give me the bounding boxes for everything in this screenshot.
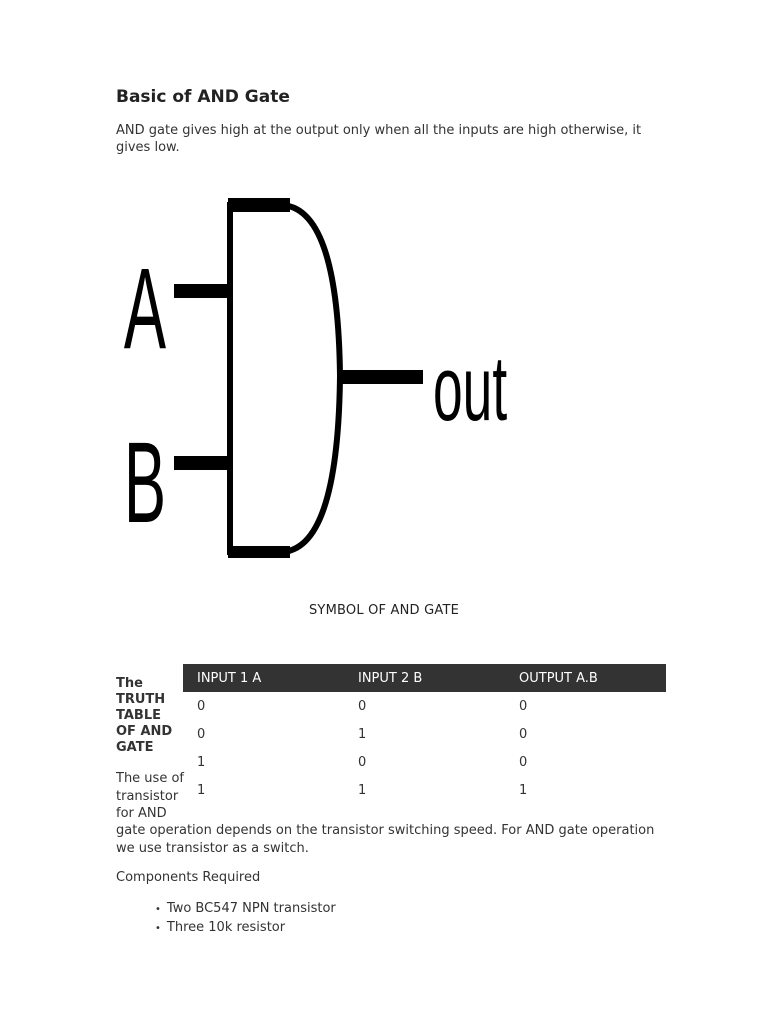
truth-table	[183, 664, 666, 804]
table-row	[183, 692, 666, 720]
input-b-label: B	[123, 417, 167, 547]
truth-table-header-row	[183, 664, 666, 692]
truth-table-label: The TRUTH TABLE OF AND GATE	[116, 676, 173, 755]
table-cell: 1	[358, 782, 367, 798]
components-heading: Components Required	[116, 870, 261, 885]
header-input-1: INPUT 1 A	[183, 664, 344, 692]
header-output: OUTPUT A.B	[505, 664, 666, 692]
intro-paragraph: AND gate gives high at the output only when all the inputs are high otherwise, it gives low.	[116, 123, 642, 155]
list-item	[155, 919, 336, 938]
table-row	[183, 776, 666, 804]
diagram-caption: SYMBOL OF AND GATE	[308, 603, 460, 618]
list-item-text: Two BC547 NPN transistor	[166, 901, 336, 916]
and-gate-body	[230, 205, 340, 552]
header-input-2: INPUT 2 B	[344, 664, 505, 692]
table-cell: 1	[519, 782, 528, 798]
table-cell: 1	[197, 782, 206, 798]
table-row	[183, 748, 666, 776]
page-title: Basic of AND Gate	[116, 87, 290, 107]
list-item	[155, 900, 336, 919]
list-item-text: Three 10k resistor	[166, 919, 286, 935]
and-gate-diagram	[110, 180, 530, 575]
table-cell: 0	[358, 698, 367, 714]
table-cell: 0	[519, 698, 528, 714]
transistor-use-text: gate operation depends on the transistor switching speed. For AND gate operation we use transistor as a switch.	[116, 823, 655, 856]
output-label: out	[433, 336, 508, 440]
table-cell: 0	[519, 726, 528, 742]
table-row	[183, 720, 666, 748]
table-cell: 1	[197, 754, 206, 770]
transistor-use-text-start: The use of transistor for AND	[116, 771, 184, 821]
table-cell: 0	[358, 754, 367, 770]
components-list	[155, 900, 336, 937]
input-a-label: A	[123, 243, 167, 373]
table-cell: 0	[197, 698, 206, 714]
table-cell: 1	[358, 726, 367, 742]
table-cell: 0	[519, 754, 528, 770]
table-cell: 0	[197, 726, 206, 742]
